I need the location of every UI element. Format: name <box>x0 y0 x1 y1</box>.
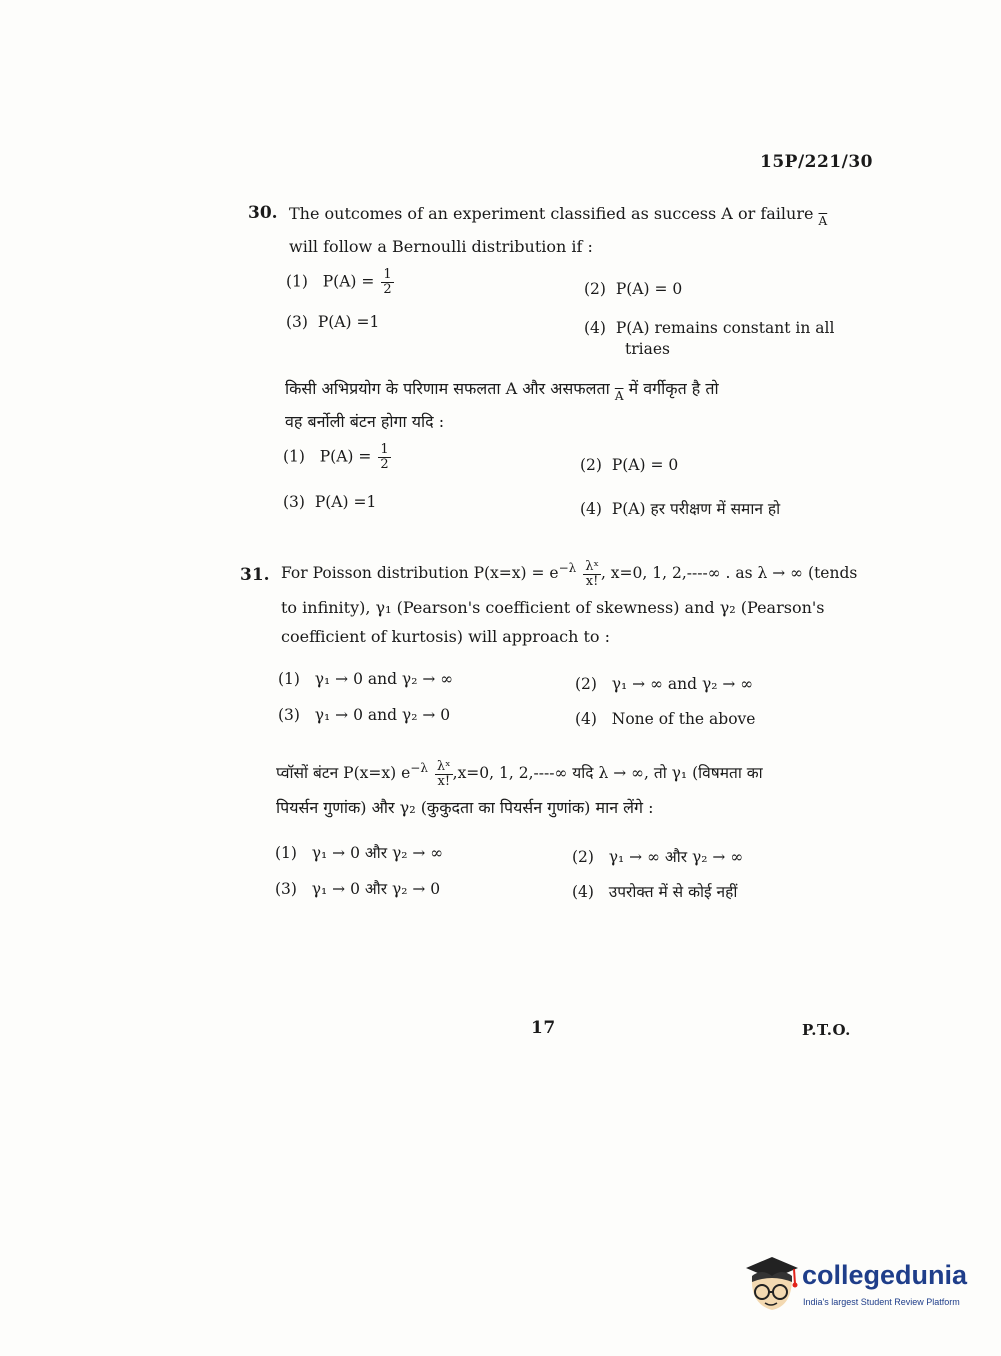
q30-number: 30. <box>248 203 278 223</box>
q30-en-stem <box>289 201 879 259</box>
q31-hi-option-1: (1) γ₁ → 0 और γ₂ → ∞ <box>275 844 444 862</box>
paper-code: 15P/221/30 <box>760 152 874 172</box>
q30-hi-stem: किसी अभिप्रयोग के परिणाम सफलता A और असफलता $_{\overline{A}}$ में वर्गीकृत है तो वह बर्नोली बंटन होगा यदि : <box>285 379 719 431</box>
q30-en-option-3: (3) P(A) =1 <box>286 313 380 331</box>
q31-en-option-2: (2) γ₁ → ∞ and γ₂ → ∞ <box>575 675 754 693</box>
q30-en-fraction: $\frac{1}{2}$ <box>383 267 392 297</box>
q31-en-option-3: (3) γ₁ → 0 and γ₂ → 0 <box>278 706 451 724</box>
page-number: 17 <box>531 1018 556 1038</box>
q31-en-stem: For Poisson distribution $P(x=x) = e^{-\lambda}$ $\frac{\text{λˣ}}{x!}$ , x=0, 1, 2,----∞ . as λ → ∞ (tends to infinity), γ₁ (Pearson's coefficient of skewness) and γ₂ (Pearson's coefficient of kurtosis) will approach to : <box>281 558 858 646</box>
q30-hi-option-3: (3) P(A) =1 <box>283 493 377 511</box>
q31-number: 31. <box>240 565 270 585</box>
q30-hi-option-1: (1) P(A) = $\frac{1}{2}$ <box>283 442 389 472</box>
q30-en-option-1: (1) P(A) = $\frac{1}{2}$ <box>286 267 392 297</box>
logo-tagline: India's largest Student Review Platform <box>803 1297 960 1307</box>
collegedunia-logo <box>742 1252 967 1322</box>
q31-hi-stem: प्वॉसों बंटन P(x=x) $e^{-\lambda}$ $\frac{\text{λˣ}}{x!}$ ,x=0, 1, 2,----∞ यदि λ → ∞, तो γ₁ (विषमता का पियर्सन गुणांक) और γ₂ (कुकुदता का पियर्सन गुणांक) मान लेंगे : <box>276 758 763 817</box>
q31-hi-option-3: (3) γ₁ → 0 और γ₂ → 0 <box>275 880 441 898</box>
q31-en-option-1: (1) γ₁ → 0 and γ₂ → ∞ <box>278 670 454 688</box>
q30-en-option-2: (2) P(A) = 0 <box>584 280 683 298</box>
q30-hi-fraction: $\frac{1}{2}$ <box>380 442 389 472</box>
graduate-mascot-icon <box>742 1254 800 1314</box>
q30-en-line2: will follow a Bernoulli distribution if : <box>289 237 593 256</box>
q30-hi-option-4: (4) P(A) हर परीक्षण में समान हो <box>580 500 781 518</box>
q30-en-line1: The outcomes of an experiment classified as success A or failure <box>289 204 814 223</box>
q31-hi-option-4: (4) उपरोक्त में से कोई नहीं <box>572 883 738 901</box>
q31-hi-fraction: $\frac{\text{λˣ}}{x!}$ <box>436 758 451 789</box>
q31-en-option-4: (4) None of the above <box>575 710 756 728</box>
pto-label: P.T.O. <box>802 1021 851 1039</box>
q31-en-fraction: $\frac{\text{λˣ}}{x!}$ <box>585 558 599 589</box>
q30-en-abar: A <box>818 214 828 228</box>
q30-en-option-4: (4) P(A) remains constant in all triaes <box>584 319 835 358</box>
logo-name: collegedunia <box>802 1260 968 1290</box>
q31-hi-option-2: (2) γ₁ → ∞ और γ₂ → ∞ <box>572 848 744 866</box>
q30-hi-option-2: (2) P(A) = 0 <box>580 456 679 474</box>
